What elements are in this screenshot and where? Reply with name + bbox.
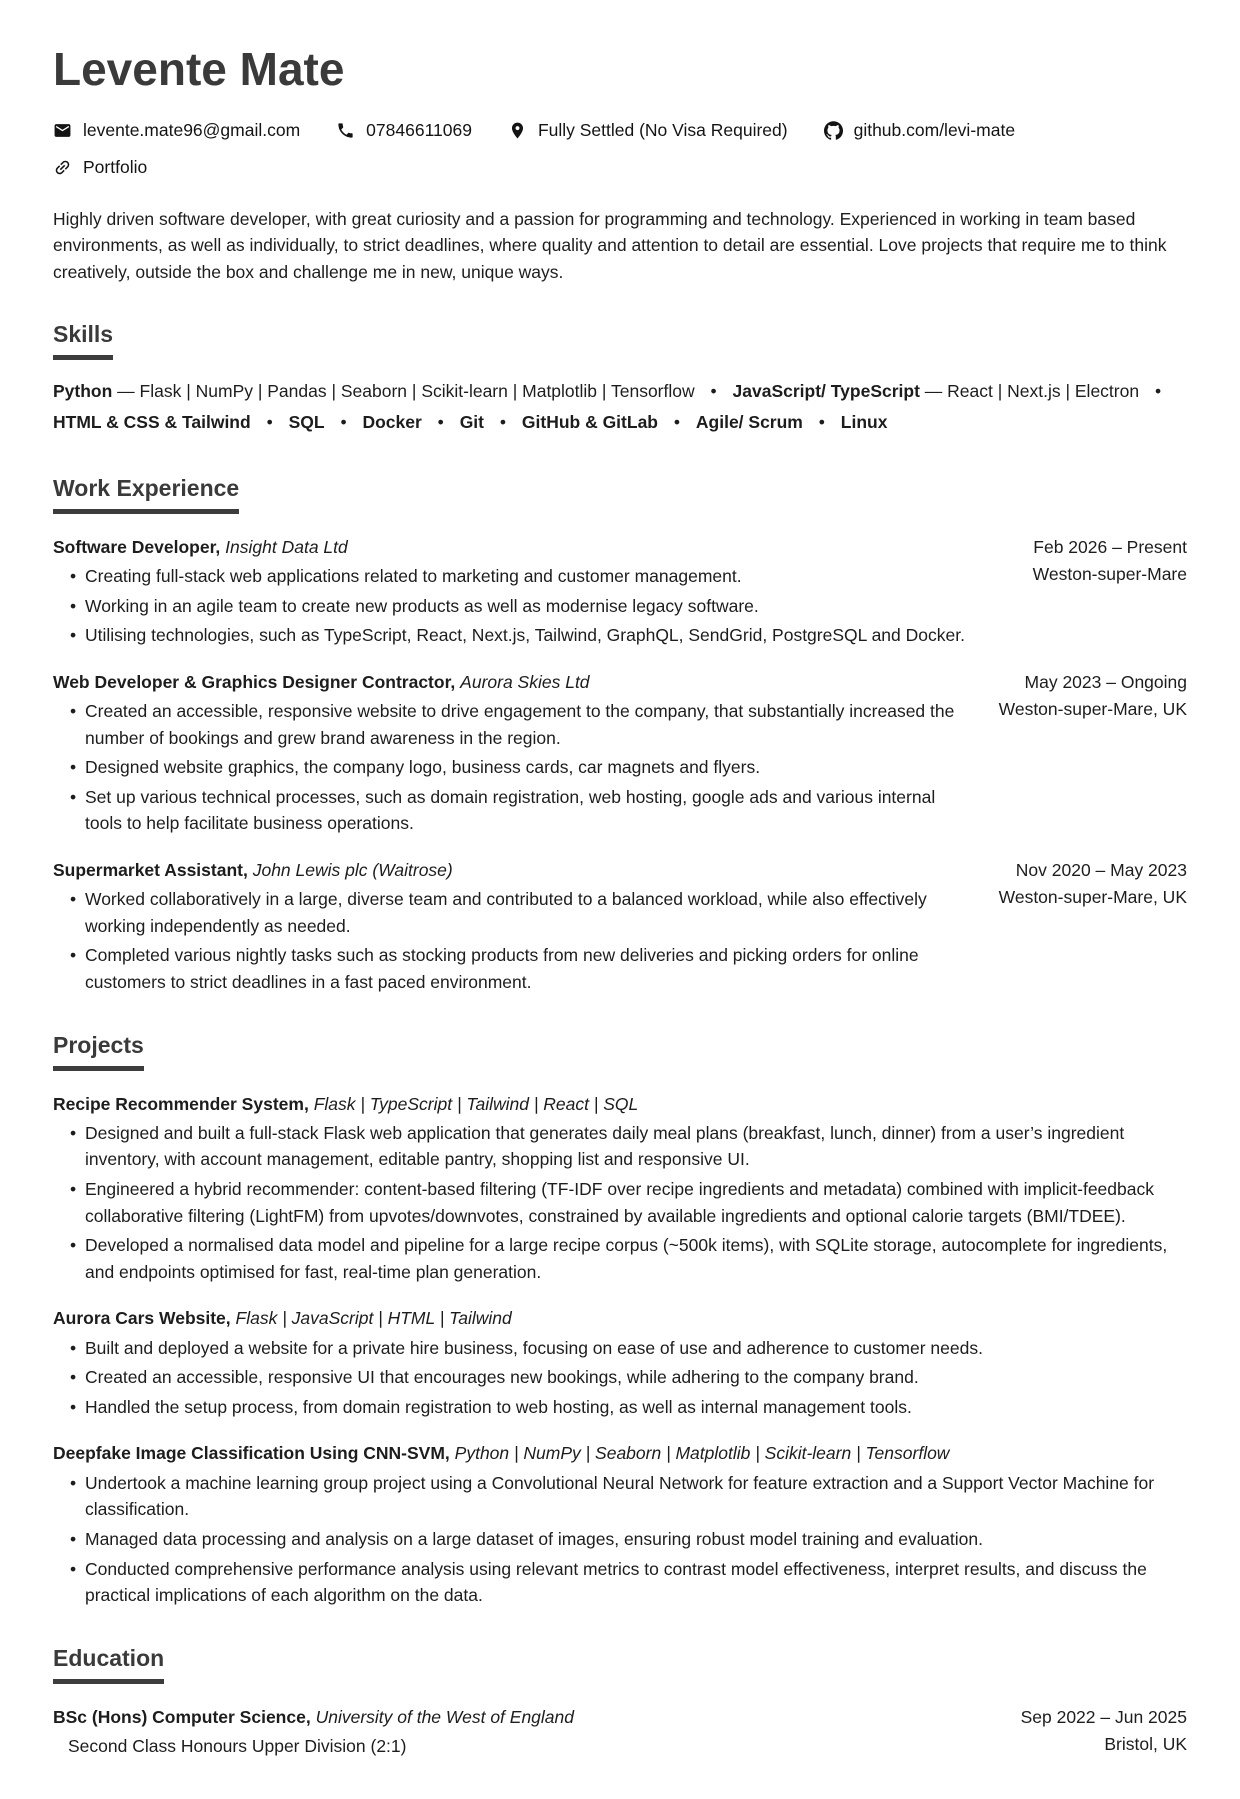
job-entry-web-developer-contractor xyxy=(53,669,1187,837)
skill-separator: • xyxy=(710,380,717,401)
education-location: Bristol, UK xyxy=(1104,1733,1187,1754)
skill-separator: • xyxy=(1154,380,1162,401)
skill-separator: • xyxy=(266,412,273,433)
bullet-item: • Undertook a machine learning group project using a Convolutional Neural Network for feature extraction and a Support Vector Machine for classification. xyxy=(85,1470,1187,1523)
bullet-item: • Creating full-stack web applications related to marketing and customer management. xyxy=(85,563,1009,590)
skill-group-python: Python — Flask | NumPy | Pandas | Seaborn | Scikit-learn | Matplotlib | Tensorflow xyxy=(53,380,695,401)
education-grade: Second Class Honours Upper Division (2:1) xyxy=(68,1735,407,1756)
education-meta xyxy=(1021,1704,1187,1760)
section-projects xyxy=(53,1032,1187,1609)
summary-paragraph: Highly driven software developer, with great curiosity and a passion for programming and technology. Experienced in working in team based environments, as well as individually, to strict deadlines, where quality and attention to detail are essential. Love projects that require me to think creatively, outside the box and challenge me in new, unique ways. xyxy=(53,209,1167,282)
page-title: Levente Mate xyxy=(53,43,345,95)
bullet-item: • Designed website graphics, the company logo, business cards, car magnets and flyers. xyxy=(85,754,975,781)
education-entry-bsc-computer-science xyxy=(53,1704,1187,1760)
project-bullet-list xyxy=(53,1120,1187,1286)
project-name: Aurora Cars Website, xyxy=(53,1308,231,1329)
skill-group-git: Git xyxy=(459,412,484,433)
job-bullet-list xyxy=(53,886,975,995)
project-name: Deepfake Image Classification Using CNN-SVM, xyxy=(53,1443,450,1464)
bullet-item: • Handled the setup process, from domain registration to web hosting, as well as internal management tools. xyxy=(85,1394,1187,1421)
contact-location xyxy=(508,120,788,141)
skill-separator: • xyxy=(673,412,681,433)
section-title-projects: Projects xyxy=(53,1032,144,1071)
skill-separator: • xyxy=(437,412,444,433)
project-entry-recipe-recommender xyxy=(53,1091,1187,1286)
job-company: Aurora Skies Ltd xyxy=(460,671,590,692)
job-title xyxy=(53,534,1009,560)
job-title xyxy=(53,857,975,883)
project-stack: Flask | JavaScript | HTML | Tailwind xyxy=(235,1308,512,1329)
contact-phone[interactable] xyxy=(336,120,472,141)
job-entry-supermarket-assistant xyxy=(53,857,1187,996)
job-meta xyxy=(1033,534,1187,649)
contact-email-text: levente.mate96@gmail.com xyxy=(83,120,301,140)
education-school: University of the West of England xyxy=(315,1706,574,1727)
bullet-item: • Completed various nightly tasks such as stocking products from new deliveries and picking orders for online customers to strict deadlines in a fast paced environment. xyxy=(85,942,975,995)
bullet-item: • Worked collaboratively in a large, diverse team and contributed to a balanced workload, while also effectively working independently as needed. xyxy=(85,886,975,939)
job-entry-software-developer xyxy=(53,534,1187,649)
skill-separator: • xyxy=(818,412,825,433)
job-location: Weston-super-Mare xyxy=(1032,563,1187,584)
skill-group-docker: Docker xyxy=(362,412,422,433)
job-location: Weston-super-Mare, UK xyxy=(998,887,1187,908)
project-title xyxy=(53,1440,1187,1466)
project-title xyxy=(53,1305,1187,1331)
bullet-item: • Conducted comprehensive performance analysis using relevant metrics to contrast model effectiveness, interpret results, and discuss the practical implications of each algorithm on the data. xyxy=(85,1556,1187,1609)
job-meta xyxy=(999,857,1187,996)
contact-row-1 xyxy=(53,120,1187,141)
bullet-item: • Created an accessible, responsive UI that encourages new bookings, while adhering to the company brand. xyxy=(85,1364,1187,1391)
section-education xyxy=(53,1645,1187,1760)
bullet-item: • Developed a normalised data model and pipeline for a large recipe corpus (~500k items), with SQLite storage, autocomplete for ingredients, and endpoints optimised for fast, real-time plan generation. xyxy=(85,1232,1187,1285)
job-company: John Lewis plc (Waitrose) xyxy=(252,860,453,880)
bullet-item: • Working in an agile team to create new products as well as modernise legacy software. xyxy=(85,593,1009,620)
section-skills xyxy=(53,321,1187,439)
project-title xyxy=(53,1091,1187,1117)
skills-list xyxy=(53,376,1187,439)
project-entry-aurora-cars-website xyxy=(53,1305,1187,1420)
bullet-item: • Created an accessible, responsive website to drive engagement to the company, that substantially increased the number of bookings and grew brand awareness in the region. xyxy=(85,698,975,751)
project-bullet-list xyxy=(53,1470,1187,1609)
project-stack: Python | NumPy | Seaborn | Matplotlib | Scikit-learn | Tensorflow xyxy=(454,1443,950,1464)
job-bullet-list xyxy=(53,698,975,837)
job-bullet-list xyxy=(53,563,1009,649)
skill-group-agile-scrum: Agile/ Scrum xyxy=(695,412,803,433)
skill-group-github-gitlab: GitHub & GitLab xyxy=(521,412,658,433)
job-meta xyxy=(999,669,1187,837)
bullet-item: • Engineered a hybrid recommender: content-based filtering (TF-IDF over recipe ingredients and metadata) combined with implicit-feedback collaborative filtering (LightFM) from upvotes/downvotes, constrained by available ingredients and optional calorie targets (BMI/TDEE). xyxy=(85,1176,1187,1229)
phone-icon xyxy=(336,121,355,140)
job-dates: Nov 2020 – May 2023 xyxy=(1015,860,1187,880)
skill-group-javascript-typescript: JavaScript/ TypeScript — React | Next.js | Electron xyxy=(732,380,1140,401)
project-stack: Flask | TypeScript | Tailwind | React | SQL xyxy=(313,1093,639,1114)
skill-group-html-css-tailwind: HTML & CSS & Tailwind xyxy=(53,412,251,433)
skill-group-linux: Linux xyxy=(840,412,888,433)
section-work-experience xyxy=(53,475,1187,996)
github-icon xyxy=(824,121,843,140)
bullet-item: • Set up various technical processes, such as domain registration, web hosting, google ads and various internal tools to help facilitate business operations. xyxy=(85,784,975,837)
job-dates: May 2023 – Ongoing xyxy=(1024,671,1187,692)
job-company: Insight Data Ltd xyxy=(225,536,348,557)
contact-phone-text: 07846611069 xyxy=(366,120,472,140)
bullet-item: • Designed and built a full-stack Flask web application that generates daily meal plans (breakfast, lunch, dinner) from a user’s ingredient inventory, with account management, editable pantry, shopping list and responsive UI. xyxy=(85,1120,1187,1173)
contact-github[interactable] xyxy=(824,120,1015,141)
job-role: Web Developer & Graphics Designer Contractor, xyxy=(53,671,456,692)
job-role: Software Developer, xyxy=(53,536,221,557)
skill-separator: • xyxy=(340,412,347,433)
skill-group-sql: SQL xyxy=(288,412,325,433)
project-bullet-list xyxy=(53,1335,1187,1421)
email-icon xyxy=(53,121,72,140)
contact-github-text: github.com/levi-mate xyxy=(853,120,1016,140)
bullet-item: • Built and deployed a website for a private hire business, focusing on ease of use and adherence to customer needs. xyxy=(85,1335,1187,1362)
link-icon xyxy=(49,154,76,181)
project-name: Recipe Recommender System, xyxy=(53,1093,309,1114)
bullet-item: • Managed data processing and analysis on a large dataset of images, ensuring robust model training and evaluation. xyxy=(85,1526,1187,1553)
job-role: Supermarket Assistant, xyxy=(53,860,248,880)
contact-portfolio-text: Portfolio xyxy=(83,157,148,177)
section-title-education: Education xyxy=(53,1645,164,1684)
contact-email[interactable] xyxy=(53,120,300,141)
contact-location-text: Fully Settled (No Visa Required) xyxy=(537,120,788,140)
section-title-skills: Skills xyxy=(53,321,113,360)
bullet-item: • Utilising technologies, such as TypeScript, React, Next.js, Tailwind, GraphQL, SendGrid, PostgreSQL and Docker. xyxy=(85,622,1009,649)
education-dates: Sep 2022 – Jun 2025 xyxy=(1020,1706,1187,1727)
location-pin-icon xyxy=(508,121,527,140)
education-title xyxy=(53,1704,997,1730)
contact-portfolio[interactable] xyxy=(53,157,147,178)
project-entry-deepfake-classification xyxy=(53,1440,1187,1608)
job-title xyxy=(53,669,975,695)
section-title-work-experience: Work Experience xyxy=(53,475,239,514)
job-location: Weston-super-Mare, UK xyxy=(998,698,1187,719)
contact-row-2 xyxy=(53,157,1187,178)
job-dates: Feb 2026 – Present xyxy=(1033,536,1187,557)
skill-separator: • xyxy=(499,412,507,433)
education-degree: BSc (Hons) Computer Science, xyxy=(53,1706,311,1727)
